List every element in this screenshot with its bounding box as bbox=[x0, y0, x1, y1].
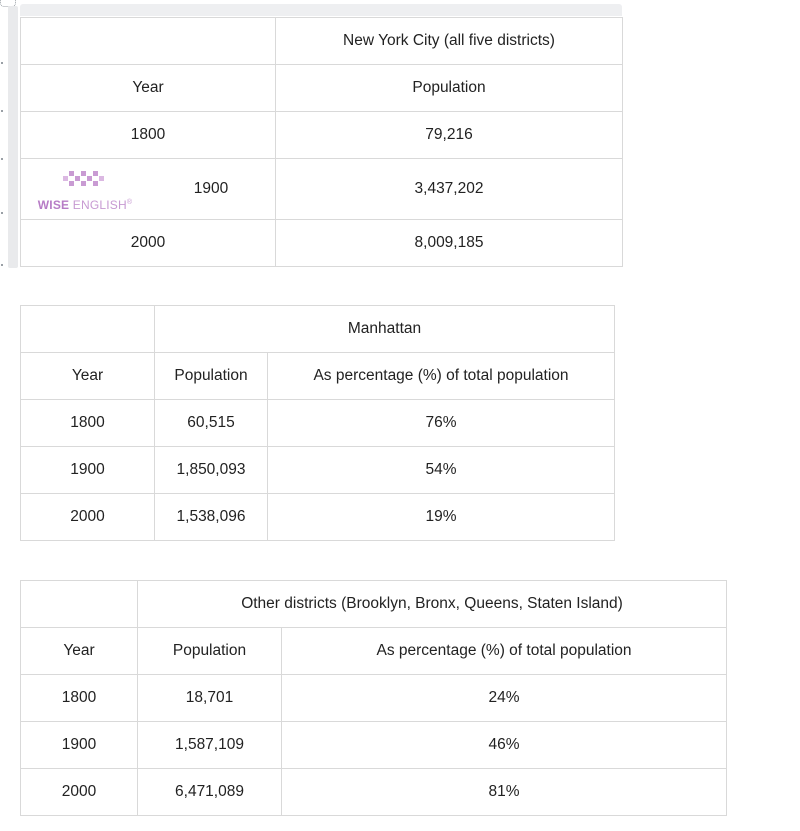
year-cell: 2000 bbox=[21, 220, 276, 267]
table-row bbox=[21, 722, 727, 769]
table-header-row bbox=[21, 353, 615, 400]
header-percentage: As percentage (%) of total population bbox=[282, 628, 727, 675]
top-edge-bar bbox=[20, 4, 622, 16]
year-value: 1900 bbox=[193, 180, 229, 197]
header-percentage: As percentage (%) of total population bbox=[268, 353, 615, 400]
table-title: Other districts (Brooklyn, Bronx, Queens, Staten Island) bbox=[138, 581, 727, 628]
population-cell: 6,471,089 bbox=[138, 769, 282, 816]
table-row bbox=[21, 494, 615, 541]
left-edge-rail bbox=[8, 6, 18, 268]
population-cell: 3,437,202 bbox=[276, 159, 623, 220]
header-population: Population bbox=[138, 628, 282, 675]
population-cell: 1,538,096 bbox=[155, 494, 268, 541]
table-row bbox=[21, 220, 623, 267]
population-cell: 8,009,185 bbox=[276, 220, 623, 267]
watermark-text: WISE ENGLISH® bbox=[37, 198, 133, 212]
watermark-logo bbox=[29, 168, 141, 214]
table-title-row bbox=[21, 306, 615, 353]
table-header-row bbox=[21, 628, 727, 675]
header-year: Year bbox=[21, 628, 138, 675]
wise-english-logo-icon bbox=[29, 168, 141, 192]
percentage-cell: 54% bbox=[268, 447, 615, 494]
population-cell: 60,515 bbox=[155, 400, 268, 447]
table-row bbox=[21, 112, 623, 159]
nyc-population-table bbox=[20, 17, 623, 267]
table-title: New York City (all five districts) bbox=[276, 18, 623, 65]
edge-dot bbox=[1, 264, 3, 266]
table-row bbox=[21, 675, 727, 722]
table-header-row bbox=[21, 65, 623, 112]
edge-dot bbox=[1, 158, 3, 160]
percentage-cell: 81% bbox=[282, 769, 727, 816]
header-population: Population bbox=[276, 65, 623, 112]
year-cell: 2000 bbox=[21, 769, 138, 816]
population-cell: 1,850,093 bbox=[155, 447, 268, 494]
table-row bbox=[21, 447, 615, 494]
percentage-cell: 19% bbox=[268, 494, 615, 541]
table-row bbox=[21, 769, 727, 816]
empty-cell bbox=[21, 18, 276, 65]
year-cell: 1800 bbox=[21, 675, 138, 722]
table-title: Manhattan bbox=[155, 306, 615, 353]
edge-dot bbox=[1, 212, 3, 214]
empty-cell bbox=[21, 581, 138, 628]
population-cell: 18,701 bbox=[138, 675, 282, 722]
percentage-cell: 46% bbox=[282, 722, 727, 769]
year-cell: 2000 bbox=[21, 494, 155, 541]
edge-dot bbox=[1, 110, 3, 112]
header-population: Population bbox=[155, 353, 268, 400]
percentage-cell: 24% bbox=[282, 675, 727, 722]
population-cell: 79,216 bbox=[276, 112, 623, 159]
header-year: Year bbox=[21, 353, 155, 400]
year-cell-with-watermark bbox=[21, 159, 276, 220]
year-cell: 1900 bbox=[21, 722, 138, 769]
population-cell: 1,587,109 bbox=[138, 722, 282, 769]
empty-cell bbox=[21, 306, 155, 353]
percentage-cell: 76% bbox=[268, 400, 615, 447]
table-row bbox=[21, 159, 623, 220]
table-title-row bbox=[21, 18, 623, 65]
year-cell: 1800 bbox=[21, 112, 276, 159]
year-cell: 1900 bbox=[21, 447, 155, 494]
edge-dot bbox=[1, 62, 3, 64]
table-row bbox=[21, 400, 615, 447]
header-year: Year bbox=[21, 65, 276, 112]
year-cell: 1800 bbox=[21, 400, 155, 447]
table-title-row bbox=[21, 581, 727, 628]
manhattan-population-table bbox=[20, 305, 615, 541]
other-districts-population-table bbox=[20, 580, 727, 816]
